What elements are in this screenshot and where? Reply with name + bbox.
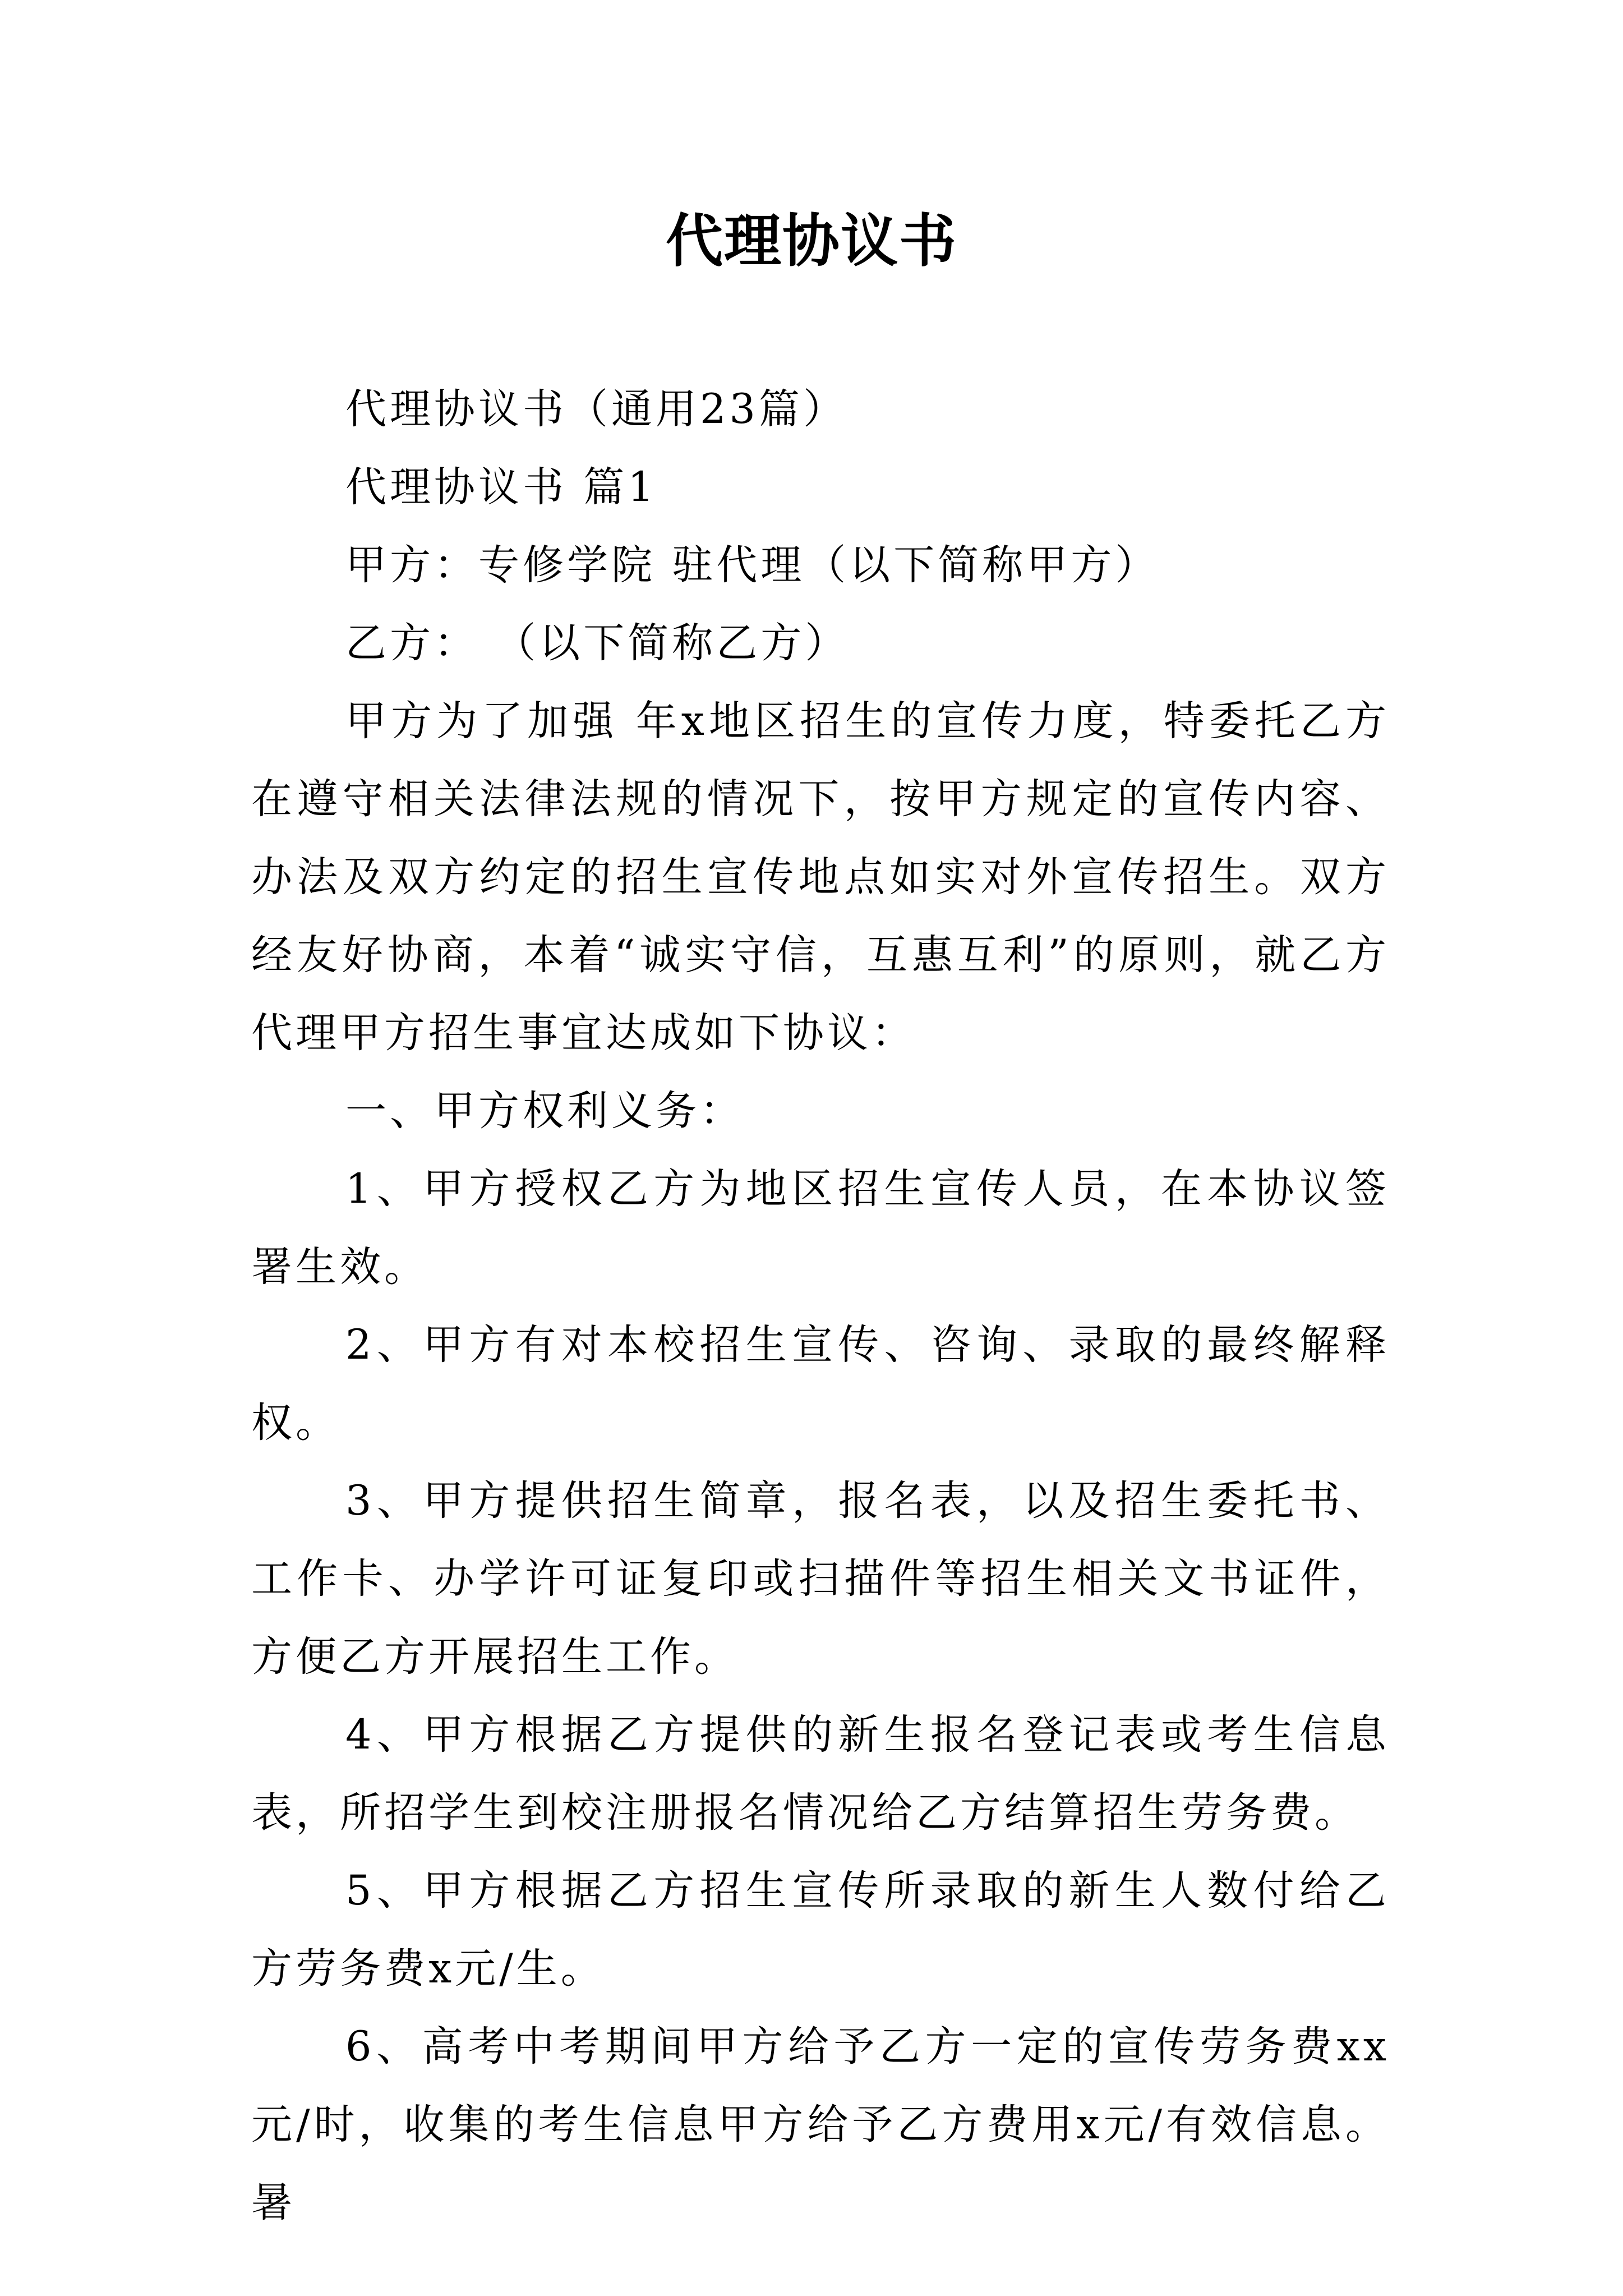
paragraph: 6、高考中考期间甲方给予乙方一定的宣传劳务费xx元/时，收集的考生信息甲方给予乙方费用x元/有效信息。暑 <box>251 2023 1390 2226</box>
paragraph: 5、甲方根据乙方招生宣传所录取的新生人数付给乙方劳务费x元/生。 <box>251 1867 1390 1993</box>
paragraph: 2、甲方有对本校招生宣传、咨询、录取的最终解释权。 <box>251 1321 1390 1447</box>
paragraph: 4、甲方根据乙方提供的新生报名登记表或考生信息表，所招学生到校注册报名情况给乙方结算招生劳务费。 <box>251 1711 1390 1837</box>
paragraph: 甲方为了加强 年x地区招生的宣传力度，特委托乙方在遵守相关法律法规的情况下，按甲方规定的宣传内容、办法及双方约定的招生宣传地点如实对外宣传招生。双方经友好协商，本着“诚实守信，互惠互利”的原则，就乙方代理甲方招生事宜达成如下协议： <box>251 697 1390 1057</box>
paragraph: 乙方： （以下简称乙方） <box>345 619 850 667</box>
paragraph: 代理协议书（通用23篇） <box>345 385 847 433</box>
paragraph: 1、甲方授权乙方为地区招生宣传人员，在本协议签署生效。 <box>251 1165 1390 1291</box>
paragraph: 3、甲方提供招生简章，报名表，以及招生委托书、工作卡、办学许可证复印或扫描件等招生相关文书证件，方便乙方开展招生工作。 <box>251 1477 1390 1681</box>
paragraph: 甲方：专修学院 驻代理（以下简称甲方） <box>345 541 1160 589</box>
document-body <box>251 370 1390 2242</box>
document-title: 代理协议书 <box>666 208 957 275</box>
paragraph: 一、甲方权利义务： <box>345 1087 744 1135</box>
paragraph: 代理协议书 篇1 <box>345 463 657 511</box>
